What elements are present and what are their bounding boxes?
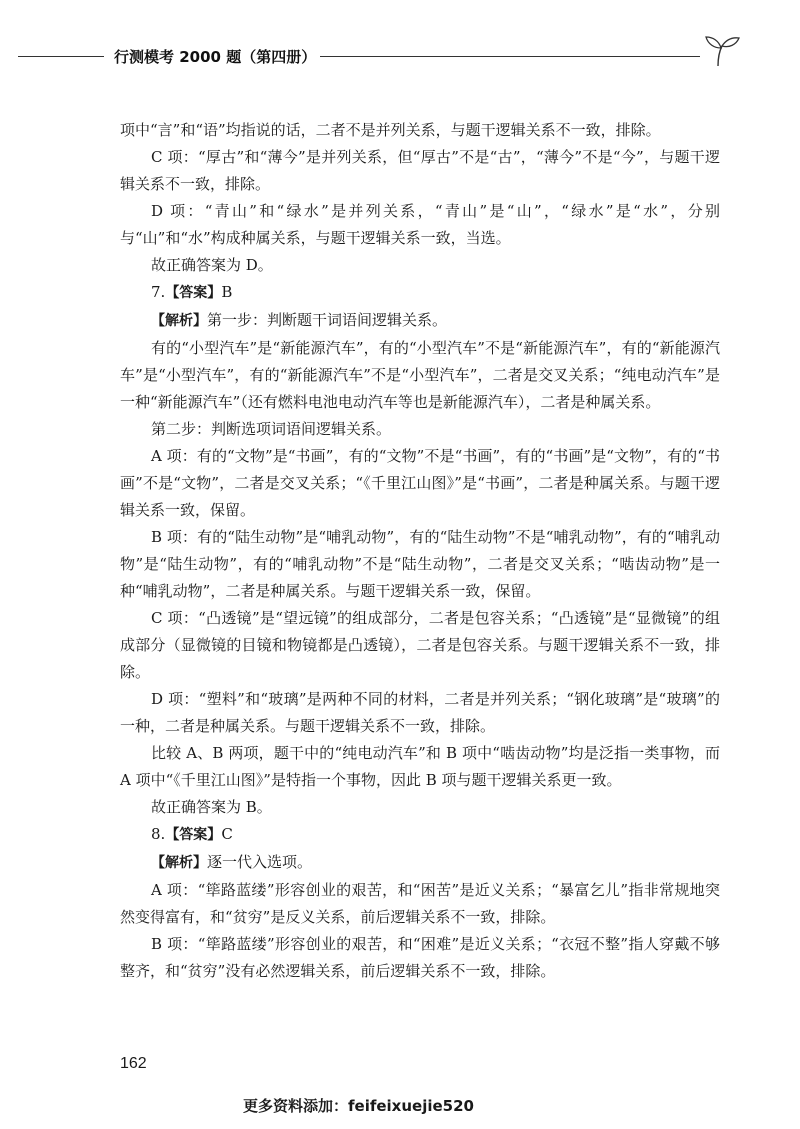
paragraph	[120, 605, 720, 686]
paragraph-text: A 项：“筚路蓝缕”形容创业的艰苦，和“困苦”是近义关系；“暴富乞儿”指非常规地突然变得富有，和“贫穷”是反义关系，前后逻辑关系不一致，排除。	[120, 881, 720, 926]
paragraph	[120, 686, 720, 740]
paragraph-text: 第二步：判断选项词语间逻辑关系。	[151, 420, 392, 438]
sprout-icon	[702, 34, 742, 68]
paragraph-text: 第一步：判断题干词语间逻辑关系。	[207, 311, 448, 329]
paragraph	[120, 443, 720, 524]
paragraph-text: 有的“小型汽车”是“新能源汽车”，有的“小型汽车”不是“新能源汽车”，有的“新能源汽车”是“小型汽车”，有的“新能源汽车”不是“小型汽车”，二者是交叉关系；“纯电动汽车”是一种“新能源汽车”（还有燃料电池电动汽车等也是新能源汽车），二者是种属关系。	[120, 339, 720, 411]
paragraph	[120, 335, 720, 416]
paragraph	[120, 117, 720, 144]
running-header	[18, 40, 763, 72]
section-tag: 【答案】	[165, 827, 222, 843]
section-tag: 【解析】	[151, 855, 207, 871]
paragraph	[120, 307, 720, 335]
paragraph	[120, 144, 720, 198]
paragraph-text: A 项：有的“文物”是“书画”，有的“文物”不是“书画”，有的“书画”是“文物”，有的“书画”不是“文物”，二者是交叉关系；“《千里江山图》”是“书画”，二者是种属关系。与题干逻辑关系一致，保留。	[120, 447, 720, 519]
header-rule-left	[18, 56, 104, 57]
paragraph-text: C	[221, 825, 233, 843]
paragraph-text: 逐一代入选项。	[207, 853, 313, 871]
answer-explanations	[120, 117, 720, 985]
paragraph	[120, 279, 720, 307]
paragraph-text: C 项：“凸透镜”是“望远镜”的组成部分，二者是包容关系；“凸透镜”是“显微镜”的组成部分（显微镜的目镜和物镜都是凸透镜），二者是包容关系。与题干逻辑关系不一致，排除。	[120, 609, 720, 681]
paragraph-text: D 项：“青山”和“绿水”是并列关系，“青山”是“山”，“绿水”是“水”，分别与“山”和“水”构成种属关系，与题干逻辑关系一致，当选。	[120, 202, 720, 247]
paragraph-text: 故正确答案为 D。	[151, 256, 273, 274]
footer-note: 更多资料添加：feifeixuejie520	[243, 1097, 474, 1115]
paragraph	[120, 849, 720, 877]
page-number: 162	[120, 1055, 147, 1072]
paragraph	[120, 821, 720, 849]
section-tag: 【解析】	[151, 313, 207, 329]
paragraph	[120, 931, 720, 985]
paragraph	[120, 416, 720, 443]
paragraph-text: B 项：有的“陆生动物”是“哺乳动物”，有的“陆生动物”不是“哺乳动物”，有的“哺乳动物”是“陆生动物”，有的“哺乳动物”不是“陆生动物”，二者是交叉关系；“啮齿动物”是一种“哺乳动物”，二者是种属关系。与题干逻辑关系一致，保留。	[120, 528, 720, 600]
paragraph-text: 比较 A、B 两项，题干中的“纯电动汽车”和 B 项中“啮齿动物”均是泛指一类事物，而 A 项中“《千里江山图》”是特指一个事物，因此 B 项与题干逻辑关系更一致。	[120, 744, 720, 789]
paragraph-text: 故正确答案为 B。	[151, 798, 272, 816]
paragraph-text: 项中“言”和“语”均指说的话，二者不是并列关系，与题干逻辑关系不一致，排除。	[120, 121, 661, 139]
paragraph	[120, 252, 720, 279]
paragraph	[120, 877, 720, 931]
paragraph-text: C 项：“厚古”和“薄今”是并列关系，但“厚古”不是“古”，“薄今”不是“今”，与题干逻辑关系不一致，排除。	[120, 148, 720, 193]
question-number: 8.	[151, 825, 166, 843]
paragraph	[120, 794, 720, 821]
question-number: 7.	[151, 283, 166, 301]
header-rule-right	[320, 56, 700, 57]
paragraph	[120, 740, 720, 794]
paragraph-text: D 项：“塑料”和“玻璃”是两种不同的材料，二者是并列关系；“钢化玻璃”是“玻璃”的一种，二者是种属关系。与题干逻辑关系不一致，排除。	[120, 690, 720, 735]
section-tag: 【答案】	[165, 285, 222, 301]
paragraph	[120, 524, 720, 605]
book-title: 行测模考 2000 题（第四册）	[114, 48, 317, 66]
paragraph-text: B 项：“筚路蓝缕”形容创业的艰苦，和“困难”是近义关系；“衣冠不整”指人穿戴不够整齐，和“贫穷”没有必然逻辑关系，前后逻辑关系不一致，排除。	[120, 935, 720, 980]
paragraph	[120, 198, 720, 252]
paragraph-text: B	[221, 283, 233, 301]
